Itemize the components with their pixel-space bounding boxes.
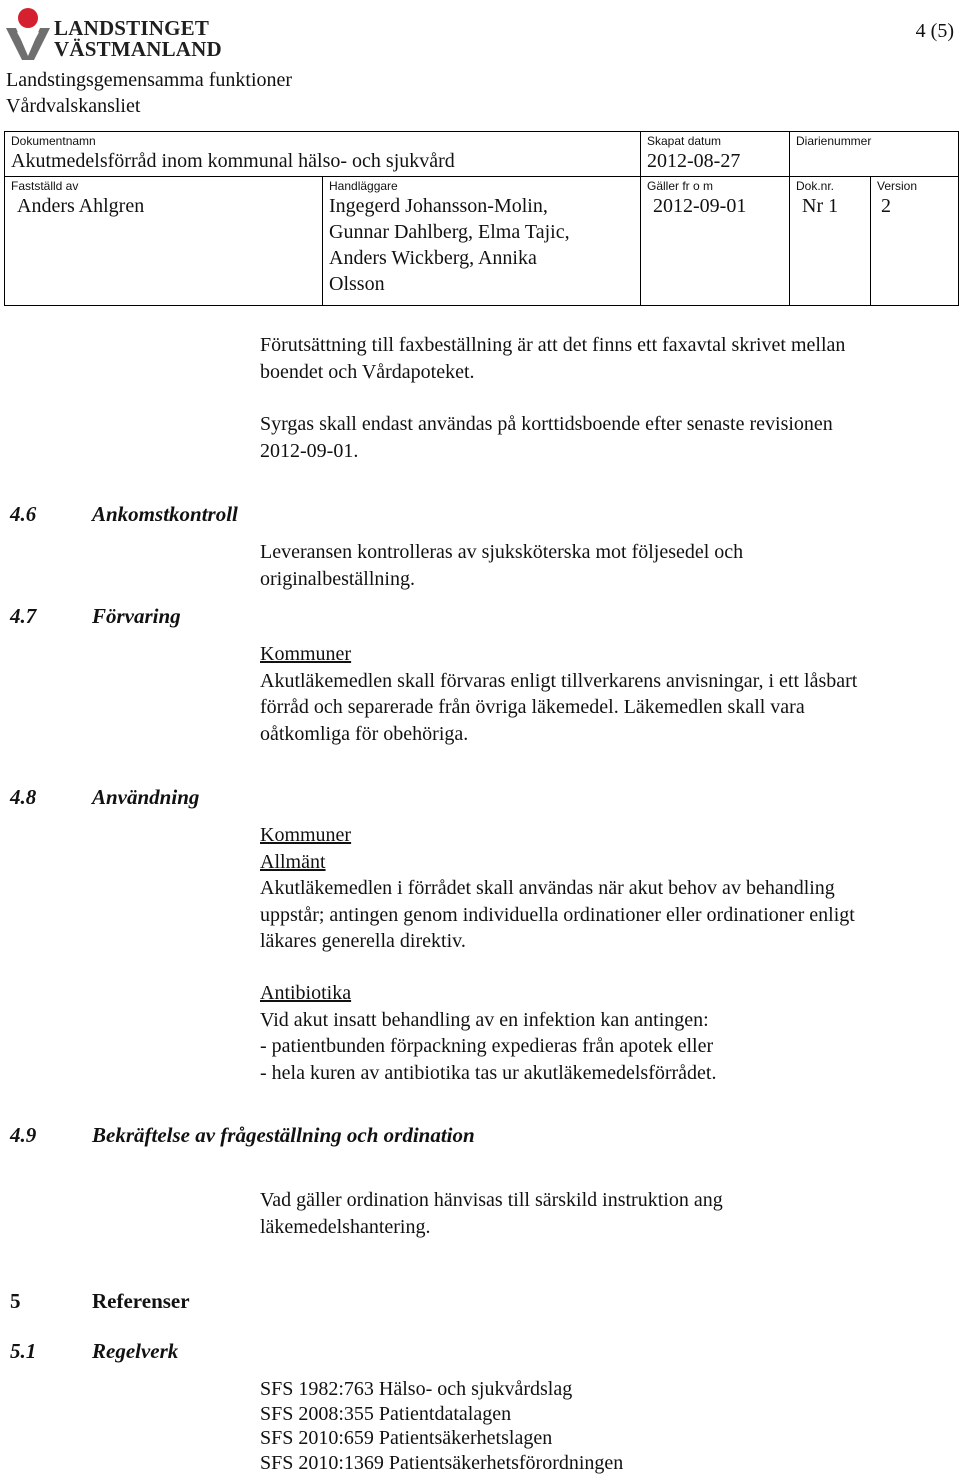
valid-from-label: Gäller fr o m	[647, 179, 714, 193]
text-line: Syrgas skall endast användas på korttidsboende efter senaste revisionen	[260, 413, 833, 435]
version-label: Version	[877, 179, 918, 193]
heading-number: 5	[10, 1289, 21, 1313]
handler-label: Handläggare	[329, 179, 398, 193]
heading-title: Användning	[92, 785, 200, 809]
handler-cell	[323, 177, 641, 306]
paragraph-ordination	[260, 1187, 950, 1240]
text-line: Akutläkemedlen i förrådet skall användas när akut behov av behandling	[260, 877, 835, 899]
reference-item: SFS 2010:659 Patientsäkerhetslagen	[260, 1427, 553, 1449]
text-line: läkares generella direktiv.	[260, 930, 466, 952]
paragraph-syrgas	[260, 411, 950, 464]
reference-item: SFS 2010:1369 Patientsäkerhetsförordningen	[260, 1451, 624, 1474]
heading-title: Regelverk	[92, 1339, 179, 1363]
reference-list	[260, 1377, 950, 1475]
version-cell	[871, 177, 959, 306]
heading-number: 4.7	[10, 604, 37, 628]
heading-title: Förvaring	[92, 604, 181, 628]
section-forvaring	[260, 641, 950, 747]
subheading-antibiotika: Antibiotika	[260, 982, 352, 1004]
org-name: Landstingsgemensamma funktioner	[6, 69, 293, 91]
valid-from-value: 2012-09-01	[653, 195, 747, 217]
text-line: förråd och separerade från övriga läkemedel. Läkemedlen skall vara	[260, 696, 805, 718]
reference-item: SFS 2008:355 Patientdatalagen	[260, 1402, 512, 1425]
heading-5	[10, 1289, 190, 1314]
heading-4-8	[10, 785, 199, 810]
approved-by-cell	[5, 177, 323, 306]
doc-name-value: Akutmedelsförråd inom kommunal hälso- och sjukvård	[11, 150, 455, 172]
doc-name-cell	[5, 132, 641, 177]
text-line: Förutsättning till faxbeställning är att det finns ett faxavtal skrivet mellan	[260, 334, 846, 356]
heading-number: 4.8	[10, 785, 37, 809]
section-antibiotika	[260, 980, 950, 1086]
heading-title: Ankomstkontroll	[92, 502, 238, 526]
page-number: 4 (5)	[915, 20, 954, 42]
text-line: originalbeställning.	[260, 567, 415, 590]
valid-from-cell	[641, 177, 790, 306]
heading-4-7	[10, 604, 181, 629]
text-line: Leveransen kontrolleras av sjuksköterska mot följesedel och	[260, 541, 744, 563]
approved-by-label: Fastställd av	[11, 179, 79, 193]
created-cell	[641, 132, 790, 177]
text-line: oåtkomliga för obehöriga.	[260, 722, 469, 745]
created-label: Skapat datum	[647, 134, 722, 148]
heading-title: Referenser	[92, 1289, 190, 1313]
paragraph-fax	[260, 332, 950, 385]
subheading-kommuner: Kommuner	[260, 824, 352, 846]
text-line: uppstår; antingen genom individuella ordinationer eller ordinationer enligt	[260, 903, 855, 926]
org-unit: Vårdvalskansliet	[6, 95, 141, 117]
text-line: - patientbunden förpackning expedieras från apotek eller	[260, 1035, 714, 1057]
section-anvandning	[260, 822, 950, 955]
text-line: Vid akut insatt behandling av en infektion kan antingen:	[260, 1008, 709, 1031]
logo-text-line2: VÄSTMANLAND	[54, 37, 222, 61]
reference-item: SFS 1982:763 Hälso- och sjukvårdslag	[260, 1378, 573, 1400]
diary-cell	[790, 132, 959, 177]
created-value: 2012-08-27	[647, 150, 741, 172]
text-line: Akutläkemedlen skall förvaras enligt tillverkarens anvisningar, i ett låsbart	[260, 669, 858, 692]
heading-4-6	[10, 502, 238, 527]
doc-nr-label: Dok.nr.	[796, 179, 835, 193]
text-line: - hela kuren av antibiotika tas ur akutläkemedelsförrådet.	[260, 1061, 717, 1084]
heading-number: 4.9	[10, 1123, 37, 1147]
text-line: 2012-09-01.	[260, 439, 359, 462]
subheading-kommuner: Kommuner	[260, 643, 352, 665]
heading-4-9	[10, 1123, 475, 1148]
text-line: boendet och Vårdapoteket.	[260, 360, 475, 383]
logo-text-line1: LANDSTINGET	[54, 16, 210, 40]
heading-title: Bekräftelse av frågeställning och ordination	[92, 1123, 475, 1147]
heading-number: 4.6	[10, 502, 37, 526]
text-line: Vad gäller ordination hänvisas till särskild instruktion ang	[260, 1189, 723, 1211]
document-metadata-table	[4, 131, 959, 306]
heading-5-1	[10, 1339, 178, 1364]
doc-nr-value: Nr 1	[802, 195, 839, 217]
logo-emblem-icon	[4, 6, 52, 60]
diary-label: Diarienummer	[796, 134, 872, 148]
heading-number: 5.1	[10, 1339, 37, 1363]
text-line: läkemedelshantering.	[260, 1215, 431, 1238]
logo	[4, 6, 222, 62]
doc-name-label: Dokumentnamn	[11, 134, 96, 148]
subheading-allmant: Allmänt	[260, 850, 326, 873]
approved-by-value: Anders Ahlgren	[17, 195, 145, 217]
doc-nr-cell	[790, 177, 871, 306]
version-value: 2	[881, 195, 891, 217]
paragraph-leverans	[260, 539, 950, 592]
handler-value: Ingegerd Johansson-Molin, Gunnar Dahlberg, Elma Tajic, Anders Wickberg, Annika Olsson	[329, 195, 570, 295]
